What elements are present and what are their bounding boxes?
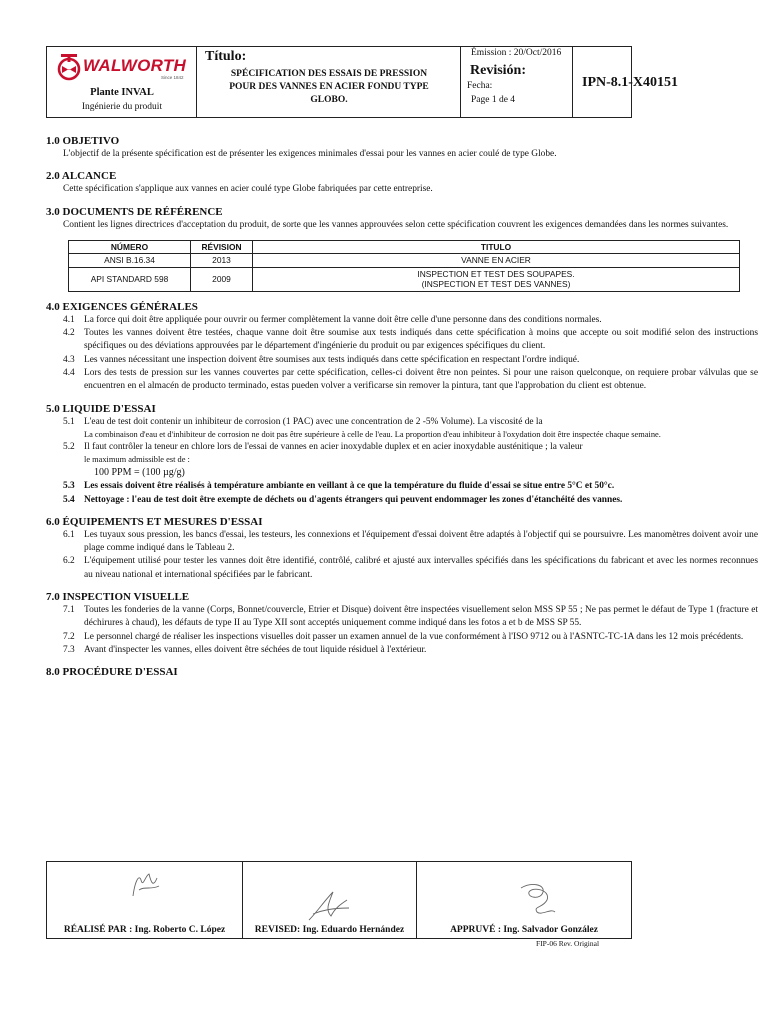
reference-documents-table <box>68 240 740 292</box>
list-item <box>46 416 758 441</box>
made-by-label: RÉALISÉ PAR : Ing. Roberto C. López <box>63 925 226 935</box>
table-row <box>69 267 740 291</box>
item-number: 4.1 <box>63 314 75 325</box>
list-item <box>46 604 758 631</box>
item-text: L'équipement utilisé pour tester les vannes doit être identifié, contrôlé, calibré et ajusté aux intervalles spécifiés dans les spécifications du fabricant et avec les normes reconnues au niveau national et international spécifiées par le fabricant. <box>84 556 758 580</box>
item-number: 5.3 <box>63 481 75 492</box>
table-cell: 2009 <box>191 267 253 291</box>
item-number: 5.1 <box>63 416 75 427</box>
title-label: Título: <box>205 49 247 64</box>
item-text: Les essais doivent être réalisés à température ambiante en veillant à ce que la température du fluide d'essai se situe entre 5°C et 50°c. <box>84 481 615 492</box>
item-text: Toutes les fonderies de la vanne (Corps, Bonnet/couvercle, Etrier et Disque) doivent être inspectées visuellement selon MSS SP 55 ; Ne pas permet le défaut de Type 1 (fracture et déchirures à chaud), les défauts de type II au Type XII sont acceptés uniquement comme indiqué dans les fotos a et b de MSS SP 55. <box>84 605 758 629</box>
item-number: 6.1 <box>63 529 75 540</box>
signature-cell-made-by <box>47 862 243 938</box>
list-item <box>46 327 758 354</box>
item-number: 5.4 <box>63 494 75 505</box>
table-cell-line: INSPECTION ET TEST DES SOUPAPES. <box>417 268 575 279</box>
company-logo <box>57 53 187 83</box>
table-header: RÉVISION <box>191 240 253 254</box>
list-item <box>46 441 758 480</box>
item-text: Lors des tests de pression sur les vannes couvertes par cette spécification, celles-ci doivent être non peintes. Si pour une raison quelconque, on requiere probar válvulas que se encuentren en el almacén de producto terminado, estas pueden volver a verificarse sin remover la pintura, tant que l'approbation du client est obtenue. <box>84 368 758 392</box>
item-text: L'eau de test doit contenir un inhibiteur de corrosion (1 PAC) avec une concentration de 2 -5% Volume). La viscosité de la <box>84 416 543 427</box>
section-text-documents: Contient les lignes directrices d'acceptation du produit, de sorte que les vannes approuvées selon cette spécification couvrent les exigences demandées dans les normes suivantes. <box>63 219 729 230</box>
title-line: POUR DES VANNES EN ACIER FONDU TYPE <box>229 82 429 92</box>
section-text-objetivo: L'objectif de la présente spécification est de présenter les exigences minimales d'essai pour les vannes en acier coulé de type Globe. <box>63 149 557 159</box>
item-number: 4.2 <box>63 328 75 339</box>
item-text: Avant d'inspecter les vannes, elles doivent être séchées de tout liquide résiduel à l'extérieur. <box>84 644 427 655</box>
item-text: Les tuyaux sous pression, les bancs d'essai, les testeurs, les connexions et l'équipement d'essai doivent être adaptés à l'objectif qui se poursuivre. Les manomètres doivent avoir une plage comme indiqué dans le Tableau 2. <box>84 529 758 554</box>
title-line: SPÉCIFICATION DES ESSAIS DE PRESSION <box>230 69 428 79</box>
item-number: 4.3 <box>63 354 75 365</box>
revision-label: Revisión: <box>470 63 526 78</box>
section-title-inspection: 7.0 INSPECTION VISUELLE <box>46 591 190 604</box>
item-note: le maximum admissible est de : <box>84 455 190 465</box>
document-code: IPN-8.1-X40151 <box>582 75 679 90</box>
plant-name: Plante INVAL <box>90 87 154 98</box>
item-note: La combinaison d'eau et d'inhibiteur de corrosion ne doit pas être supérieure à celle de l'eau. La proportion d'eau inhibiteur à l'oxydation doit être inspectée chaque semaine. <box>84 429 661 439</box>
table-cell: VANNE EN ACIER <box>253 254 740 268</box>
document-header <box>46 46 679 118</box>
table-row <box>69 254 740 268</box>
signature-mark <box>511 878 561 922</box>
item-text: Nettoyage : l'eau de test doit être exempte de déchets ou d'agents étrangers qui peuvent endommager les zones d'étanchéité des vannes. <box>84 494 623 505</box>
table-cell: API STANDARD 598 <box>69 267 191 291</box>
item-number: 7.1 <box>63 605 75 616</box>
list-item <box>46 631 758 644</box>
list-item <box>46 367 758 394</box>
department-name: Ingénierie du produit <box>81 102 163 112</box>
table-cell <box>253 267 740 291</box>
section-title-alcance: 2.0 ALCANCE <box>46 170 117 183</box>
item-text: Toutes les vannes doivent être testées, chaque vanne doit être soumise aux tests indiqués dans cette spécification à moins que accepte ou soit modifié selon des instructions spécifiques ou des déviations approuvées par le département d'ingénierie du produit ou par exigences spécifiques du client. <box>84 328 758 352</box>
emission-date: Émission : 20/Oct/2016 <box>471 48 562 58</box>
document-body <box>46 134 758 679</box>
header-title-cell <box>197 47 461 117</box>
signature-cell-revised <box>243 862 417 938</box>
approved-label: APPRUVÉ : Ing. Salvador González <box>450 925 598 935</box>
section-title-objetivo: 1.0 OBJETIVO <box>46 135 120 147</box>
section-title-documents: 3.0 DOCUMENTS DE RÉFÉRENCE <box>46 205 223 218</box>
item-number: 4.4 <box>63 368 75 379</box>
header-code-cell <box>573 47 679 117</box>
signature-block <box>46 861 632 939</box>
table-cell-line: (INSPECTION ET TEST DES VANNES) <box>421 279 571 290</box>
item-number: 7.2 <box>63 631 75 642</box>
header-logo-cell <box>47 47 197 117</box>
document-title <box>197 68 461 107</box>
title-line: GLOBO. <box>310 95 348 105</box>
table-header: NÚMERO <box>69 240 191 254</box>
table-header: TITULO <box>253 240 740 254</box>
section-title-liquide: 5.0 LIQUIDE D'ESSAI <box>46 402 156 415</box>
item-text: La force qui doit être appliquée pour ouvrir ou fermer complètement la vanne doit être celle d'une personne dans des conditions normales. <box>84 314 602 325</box>
list-item <box>46 529 758 556</box>
table-header-row <box>69 240 740 254</box>
section-text-alcance: Cette spécification s'applique aux vannes en acier coulé type Globe fabriquées par cette entreprise. <box>63 184 433 195</box>
list-item <box>46 644 758 657</box>
signature-mark <box>303 886 353 926</box>
logo-wordmark: WALWORTH <box>83 56 187 75</box>
chlorine-limit-value: 100 PPM = (100 µg/g) <box>94 467 185 479</box>
table-cell: 2013 <box>191 254 253 268</box>
item-number: 5.2 <box>63 441 75 452</box>
section-title-procedure: 8.0 PROCÉDURE D'ESSAI <box>46 666 178 679</box>
header-revision-cell <box>461 47 573 117</box>
list-item <box>46 555 758 582</box>
revised-label: REVISED: Ing. Eduardo Hernández <box>254 925 405 935</box>
list-item <box>46 494 758 507</box>
form-footer: FIP-06 Rev. Original <box>536 939 600 948</box>
list-item <box>46 480 758 493</box>
item-number: 7.3 <box>63 644 75 655</box>
fecha-label: Fecha: <box>467 81 493 91</box>
item-text: Il faut contrôler la teneur en chlore lors de l'essai de vannes en acier inoxydable duplex et en acier inoxydable austénitique ; la valeur <box>84 441 583 452</box>
section-title-exigences: 4.0 EXIGENCES GÉNÉRALES <box>46 300 198 313</box>
signature-mark <box>125 866 165 906</box>
valve-logo-icon <box>57 53 83 83</box>
item-text: Le personnel chargé de réaliser les inspections visuelles doit passer un examen annuel de la vue conformément à l'ISO 9712 ou à l'ASNTC-TC-1A dans les 12 mois précédents. <box>84 631 744 642</box>
table-cell: ANSI B.16.34 <box>69 254 191 268</box>
list-item <box>46 314 758 327</box>
signature-cell-approved <box>417 862 631 938</box>
item-number: 6.2 <box>63 556 75 567</box>
logo-since: Since 1842 <box>161 75 184 80</box>
list-item <box>46 354 758 367</box>
page-number: Page 1 de 4 <box>471 95 516 105</box>
section-title-equipements: 6.0 ÉQUIPEMENTS ET MESURES D'ESSAI <box>46 515 263 528</box>
item-text: Les vannes nécessitant une inspection doivent être soumises aux tests indiqués dans cette spécification en respectant l'ordre indiqué. <box>84 354 580 365</box>
